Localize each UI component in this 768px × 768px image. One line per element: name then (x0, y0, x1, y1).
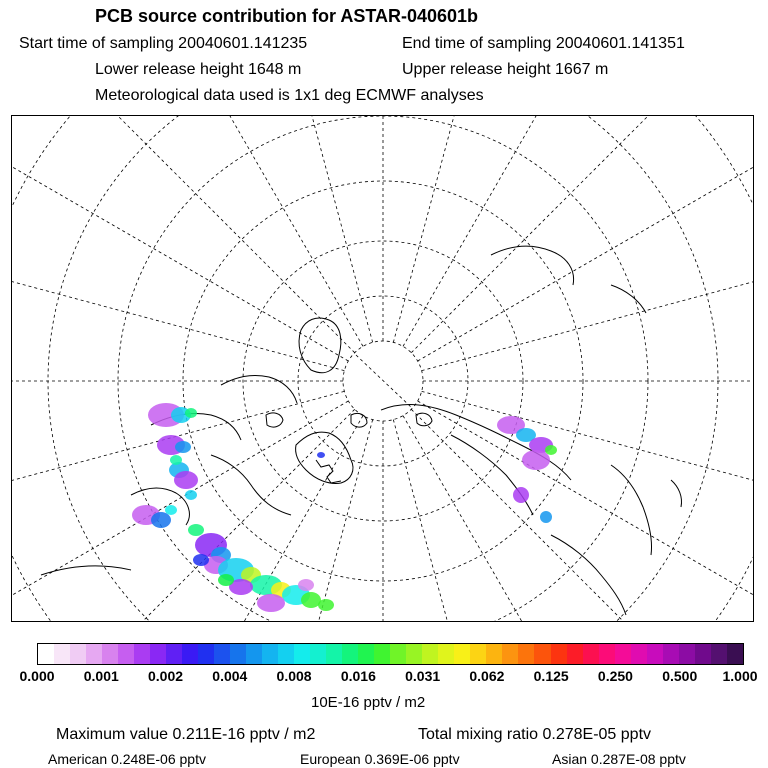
plume-patch (301, 592, 321, 608)
colorbar-segment (374, 644, 390, 664)
colorbar-segment (278, 644, 294, 664)
colorbar-segment (567, 644, 583, 664)
plume-patch (170, 455, 182, 465)
plume-patch (188, 524, 204, 536)
colorbar-segment (406, 644, 422, 664)
european-contribution: European 0.369E-06 pptv (300, 751, 460, 767)
colorbar-segment (486, 644, 502, 664)
colorbar-segment (422, 644, 438, 664)
american-contribution: American 0.248E-06 pptv (48, 751, 206, 767)
colorbar-units: 10E-16 pptv / m2 (311, 694, 426, 711)
plume-patch (545, 445, 557, 455)
colorbar-segment (230, 644, 246, 664)
colorbar-tick-label: 0.000 (19, 668, 55, 684)
colorbar-segment (679, 644, 695, 664)
colorbar-segment (310, 644, 326, 664)
colorbar-segment (551, 644, 567, 664)
colorbar-segment (102, 644, 118, 664)
colorbar-segment (38, 644, 54, 664)
colorbar-segment (54, 644, 70, 664)
plume-patch (298, 579, 314, 591)
colorbar-tick-label: 0.001 (83, 668, 119, 684)
plot-title: PCB source contribution for ASTAR-040601b (95, 6, 479, 26)
colorbar-segment (583, 644, 599, 664)
plume-patch (317, 452, 325, 458)
colorbar-segment (118, 644, 134, 664)
plume-patch (174, 471, 198, 489)
colorbar-segment (663, 644, 679, 664)
total-mixing-label: Total mixing ratio 0.278E-05 pptv (418, 726, 652, 743)
map-frame (12, 116, 754, 622)
plume-patch (522, 450, 550, 470)
polar-map (11, 115, 754, 622)
max-value-label: Maximum value 0.211E-16 pptv / m2 (56, 726, 316, 743)
colorbar-segment (631, 644, 647, 664)
colorbar-segment (70, 644, 86, 664)
colorbar-segment (727, 644, 743, 664)
asian-contribution: Asian 0.287E-08 pptv (552, 751, 686, 767)
colorbar-segment (166, 644, 182, 664)
plume-patch (318, 599, 334, 611)
colorbar-segment (246, 644, 262, 664)
colorbar-tick-label: 0.002 (148, 668, 184, 684)
plume-patch (218, 574, 234, 586)
colorbar-segment (647, 644, 663, 664)
plume-patch (151, 512, 171, 528)
colorbar-tick-label: 0.250 (597, 668, 633, 684)
colorbar-segment (150, 644, 166, 664)
colorbar-segment (294, 644, 310, 664)
plume-patch (257, 594, 285, 612)
colorbar-segment (534, 644, 550, 664)
colorbar-tick-label: 1.000 (722, 668, 758, 684)
colorbar-segment (134, 644, 150, 664)
colorbar-segment (198, 644, 214, 664)
start-time-label: Start time of sampling 20040601.141235 (19, 35, 308, 52)
plume-patch (185, 490, 197, 500)
colorbar-segment (615, 644, 631, 664)
plume-patch (165, 505, 177, 515)
end-time-label: End time of sampling 20040601.141351 (402, 35, 685, 52)
colorbar-segment (86, 644, 102, 664)
plume-patch (513, 487, 529, 503)
colorbar-segment (470, 644, 486, 664)
plume-patch (540, 511, 552, 523)
upper-height-label: Upper release height 1667 m (402, 61, 609, 78)
colorbar-tick-label: 0.500 (662, 668, 698, 684)
plume-patch (185, 408, 197, 418)
colorbar-segment (599, 644, 615, 664)
colorbar-segment (358, 644, 374, 664)
colorbar-tick-label: 0.031 (405, 668, 441, 684)
colorbar-segment (518, 644, 534, 664)
colorbar (37, 643, 744, 665)
colorbar-segment (438, 644, 454, 664)
lower-height-label: Lower release height 1648 m (95, 61, 302, 78)
colorbar-tick-label: 0.125 (533, 668, 569, 684)
colorbar-segment (214, 644, 230, 664)
colorbar-segment (326, 644, 342, 664)
colorbar-segment (695, 644, 711, 664)
colorbar-segment (454, 644, 470, 664)
colorbar-tick-label: 0.004 (212, 668, 248, 684)
colorbar-tick-label: 0.016 (340, 668, 376, 684)
colorbar-ticks (0, 668, 768, 688)
meteo-data-label: Meteorological data used is 1x1 deg ECMWF analyses (95, 87, 484, 104)
plume-patch (175, 441, 191, 453)
colorbar-tick-label: 0.062 (469, 668, 505, 684)
plume-patch (193, 554, 209, 566)
colorbar-tick-label: 0.008 (276, 668, 312, 684)
colorbar-segment (182, 644, 198, 664)
colorbar-segment (711, 644, 727, 664)
colorbar-segment (262, 644, 278, 664)
colorbar-segment (390, 644, 406, 664)
colorbar-segment (342, 644, 358, 664)
colorbar-segment (502, 644, 518, 664)
